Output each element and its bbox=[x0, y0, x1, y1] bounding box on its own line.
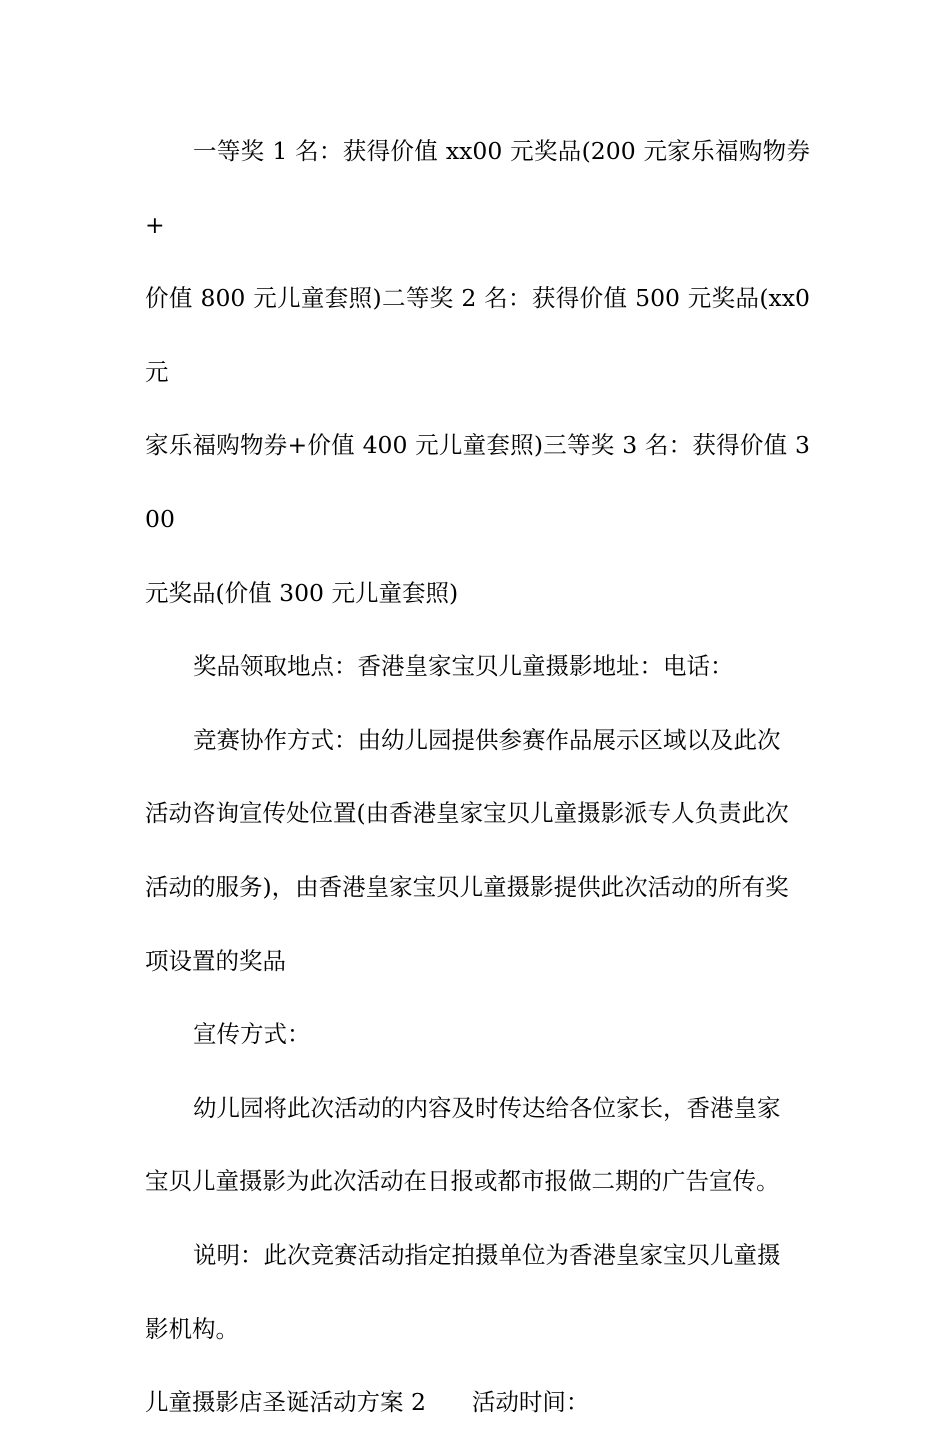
paragraph-note bbox=[145, 1219, 810, 1366]
text-line: 活动咨询宣传处位置(由香港皇家宝贝儿童摄影派专人负责此次 bbox=[145, 799, 789, 828]
text-line: 价值 800 元儿童套照)二等奖 2 名：获得价值 500 元奖品(xx0 元 bbox=[145, 284, 810, 386]
text-line: 宣传方式： bbox=[193, 1020, 311, 1049]
text-line: 项设置的奖品 bbox=[145, 946, 286, 975]
text-line: 一等奖 1 名：获得价值 xx00 元奖品(200 元家乐福购物券+ bbox=[145, 137, 810, 239]
paragraph-pickup bbox=[145, 630, 810, 704]
text-line: 说明：此次竞赛活动指定拍摄单位为香港皇家宝贝儿童摄 bbox=[193, 1240, 781, 1269]
text-line: 竞赛协作方式：由幼儿园提供参赛作品展示区域以及此次 bbox=[193, 725, 781, 754]
text-line: 幼儿园将此次活动的内容及时传达给各位家长，香港皇家 bbox=[193, 1093, 781, 1122]
text-line: 活动的服务)，由香港皇家宝贝儿童摄影提供此次活动的所有奖 bbox=[145, 872, 789, 901]
document-body bbox=[145, 115, 810, 1440]
section-subtitle: 活动时间： bbox=[471, 1388, 590, 1417]
paragraph-promo-body bbox=[145, 1072, 810, 1219]
text-line: 影机构。 bbox=[145, 1314, 239, 1343]
text-line: 元奖品(价值 300 元儿童套照) bbox=[145, 578, 459, 607]
paragraph-prizes bbox=[145, 115, 810, 630]
paragraph-cooperation bbox=[145, 704, 810, 998]
text-line: 奖品领取地点：香港皇家宝贝儿童摄影地址：电话： bbox=[193, 652, 734, 681]
section-heading bbox=[145, 1366, 810, 1440]
text-line: 宝贝儿童摄影为此次活动在日报或都市报做二期的广告宣传。 bbox=[145, 1167, 780, 1196]
text-line: 家乐福购物券+价值 400 元儿童套照)三等奖 3 名：获得价值 300 bbox=[145, 431, 810, 533]
paragraph-promo-title bbox=[145, 998, 810, 1072]
section-title: 儿童摄影店圣诞活动方案 2 bbox=[145, 1388, 426, 1417]
